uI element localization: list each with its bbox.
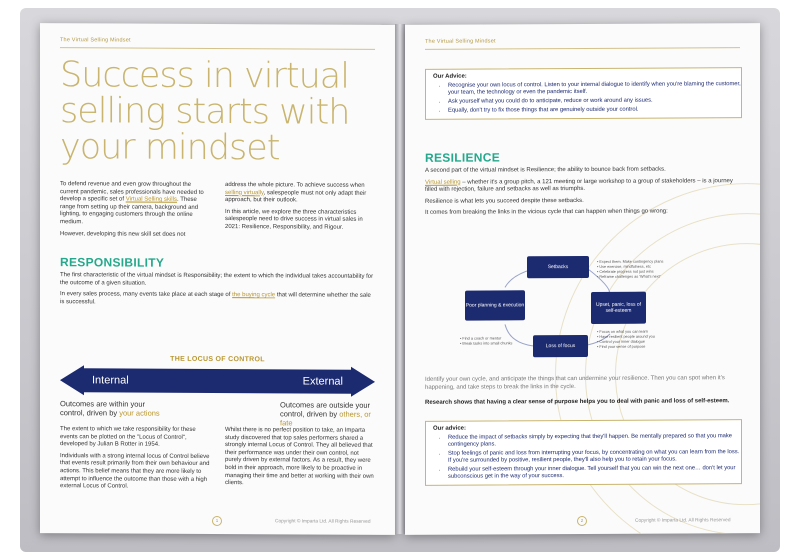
external-label: External <box>302 375 343 388</box>
running-head: The Virtual Selling Mindset <box>60 37 131 44</box>
advice-item: • Equally, don't try to fix those things that are genuinely outside your control. <box>448 106 741 115</box>
arrow-head-left <box>60 365 84 395</box>
resilience-p1: A second part of the virtual mindset is Resilience; the ability to bounce back from setbacks. <box>425 166 666 174</box>
virtual-selling-skills-link[interactable]: Virtual Selling skills <box>125 196 177 203</box>
responsibility-heading: RESPONSIBILITY <box>60 255 165 270</box>
page-number: 2 <box>577 516 587 526</box>
advice-item: • Rebuild your self-esteem through your inner dialogue. Tell yourself that you can win the next one… don't let your subconscious get in the way of your success. <box>448 465 741 481</box>
intro-text-cont: . These range from setting up their camera, background and lighting, to engaging customers through the online medium. <box>60 196 199 226</box>
resilience-p5: Identify your own cycle, and anticipate the things that can undermine your resilience. Then you can spot when it's happening, and take steps to break the links in the cycle. <box>425 375 725 391</box>
left-page <box>40 23 395 535</box>
responsibility-p2: In every sales process, many events take place at each stage of <box>60 291 231 299</box>
cycle-poor-planning: Poor planning & execution <box>465 290 525 320</box>
intro-column-left <box>60 181 210 243</box>
external-emphasis: others, or fate <box>280 409 371 428</box>
intro-text: To defend revenue and even grow throughout the current pandemic, sales professionals have needed to develop a specific set of <box>60 181 204 203</box>
responsibility-text <box>60 272 375 312</box>
body-right-1: Whilst there is no perfect position to take, an Imparta study discovered that top sales performers shared a strongly internal Locus of Control. They all believed that their performance was under their own control, not purely driven by external factors. As a result, they were bold in their approach, more likely to be proactive in managing their time and better at working with their own clients. <box>225 427 374 487</box>
responsibility-p2-cont: that will determine whether the sale is successful. <box>60 292 371 306</box>
notes-top <box>597 259 707 280</box>
note: • Focus on what you can learn <box>597 329 707 335</box>
intro-column-right <box>225 182 375 236</box>
arrow-head-right <box>351 367 375 397</box>
external-description <box>280 400 380 428</box>
external-desc-text: Outcomes are outside your control, driven by <box>280 400 371 419</box>
resilience-p3: Resilience is what lets you succeed despite these setbacks. <box>425 197 584 205</box>
advice-item: • Recognise your own locus of control. Listen to your internal dialogue to identify when you're blaming the customer, your team, the technology or even the pandemic itself. <box>448 81 741 97</box>
note: • Use exercise, mindfulness, etc <box>597 264 707 270</box>
intro-p2: However, developing this new skill set does not <box>60 230 186 238</box>
resilience-p6: Research shows that having a clear sense of purpose helps you to deal with panic and loss of self-esteem. <box>425 398 730 406</box>
book-spine <box>395 24 405 534</box>
internal-description <box>60 399 170 418</box>
note: • Find a coach or mentor <box>460 336 530 341</box>
internal-emphasis: your actions <box>119 408 160 418</box>
virtual-selling-link[interactable]: Virtual selling <box>425 179 461 186</box>
advice-title: Our advice: <box>433 425 467 432</box>
intro-p4: In this article, we explore the three characteristics salespeople need to drive success in virtual sales in 2021: Resilience, Responsibility, and Rigour. <box>225 208 363 231</box>
notes-bottom-right <box>597 329 707 350</box>
note: • Have resilient people around you <box>597 334 707 340</box>
note: • Reframe challenges as 'What's next' <box>597 274 707 280</box>
internal-label: Internal <box>92 374 129 387</box>
advice-list <box>426 433 741 481</box>
note: • Break tasks into small chunks <box>460 341 530 346</box>
intro-p3-cont: , salespeople must not only adapt their approach, but their outlook. <box>225 189 367 204</box>
advice-title: Our Advice: <box>433 73 467 80</box>
page-title: Success in virtual selling starts with your mindset <box>60 55 350 169</box>
responsibility-p1: The first characteristic of the virtual mindset is Responsibility; the extent to which the individual takes accountability for the outcome of a given situation. <box>60 272 374 287</box>
note: • Celebrate progress not just wins <box>597 269 707 275</box>
advice-item: • Reduce the impact of setbacks simply by expecting that they'll happen. Be mentally prepared so that you make contingency plans. <box>448 433 741 449</box>
body-left-2: Individuals with a strong internal locus of Control believe that events result primarily from their own behaviour and actions. This belief means that they are more likely to attempt to influence the outcome than those with a high external Locus of Control. <box>60 452 210 490</box>
cycle-loss-of-focus: Loss of focus <box>533 335 588 357</box>
body-column-left <box>60 426 210 496</box>
buying-cycle-link[interactable]: the buying cycle <box>232 292 276 299</box>
resilience-p4: It comes from breaking the links in the vicious cycle that can happen when things go wrong: <box>425 208 668 217</box>
right-page <box>405 23 760 535</box>
copyright: Copyright © Imparta Ltd. All Rights Reserved <box>635 518 731 524</box>
body-column-right <box>225 427 375 493</box>
note: • Control your inner dialogue <box>597 339 707 345</box>
advice-item: • Stop feelings of panic and loss from interrupting your focus, by concentrating on what you can learn from the loss. If you're surrounded by positive, resilient people, they'll also help you to retain your focus. <box>448 449 741 465</box>
copyright: Copyright © Imparta Ltd. All Rights Reserved <box>275 519 371 525</box>
header-rule <box>60 47 375 50</box>
locus-arrow <box>60 365 375 397</box>
running-head: The Virtual Selling Mindset <box>425 38 496 45</box>
page-number: 1 <box>212 516 222 526</box>
resilience-heading: RESILIENCE <box>425 150 501 165</box>
selling-virtually-link[interactable]: selling virtually <box>225 189 264 196</box>
advice-box-2 <box>425 419 742 486</box>
resilience-p2: – whether it's a group pitch, a 121 meeting or large workshop to a group of stakeholders – is a journey filled with rejection, failure and setbacks as well as triumphs. <box>425 177 733 194</box>
body-left-1: The extent to which we take responsibility for these events can be plotted on the "Locus of Control", developed by Julian B Rotter in 1954. <box>60 426 196 448</box>
intro-p3: address the whole picture. To achieve success when <box>225 182 365 189</box>
advice-item: • Ask yourself what you could do to anticipate, reduce or work around any issues. <box>448 97 741 106</box>
internal-desc-text: Outcomes are within your control, driven by <box>60 399 146 418</box>
cycle-setbacks: Setbacks <box>527 256 589 278</box>
note: • Find your sense of purpose <box>597 344 707 350</box>
notes-bottom-left <box>460 336 530 346</box>
cycle-upset: Upset, panic, loss of self-esteem <box>591 292 646 324</box>
note: • Expect them. Make contingency plans <box>597 259 707 265</box>
locus-title: THE LOCUS OF CONTROL <box>170 355 265 364</box>
